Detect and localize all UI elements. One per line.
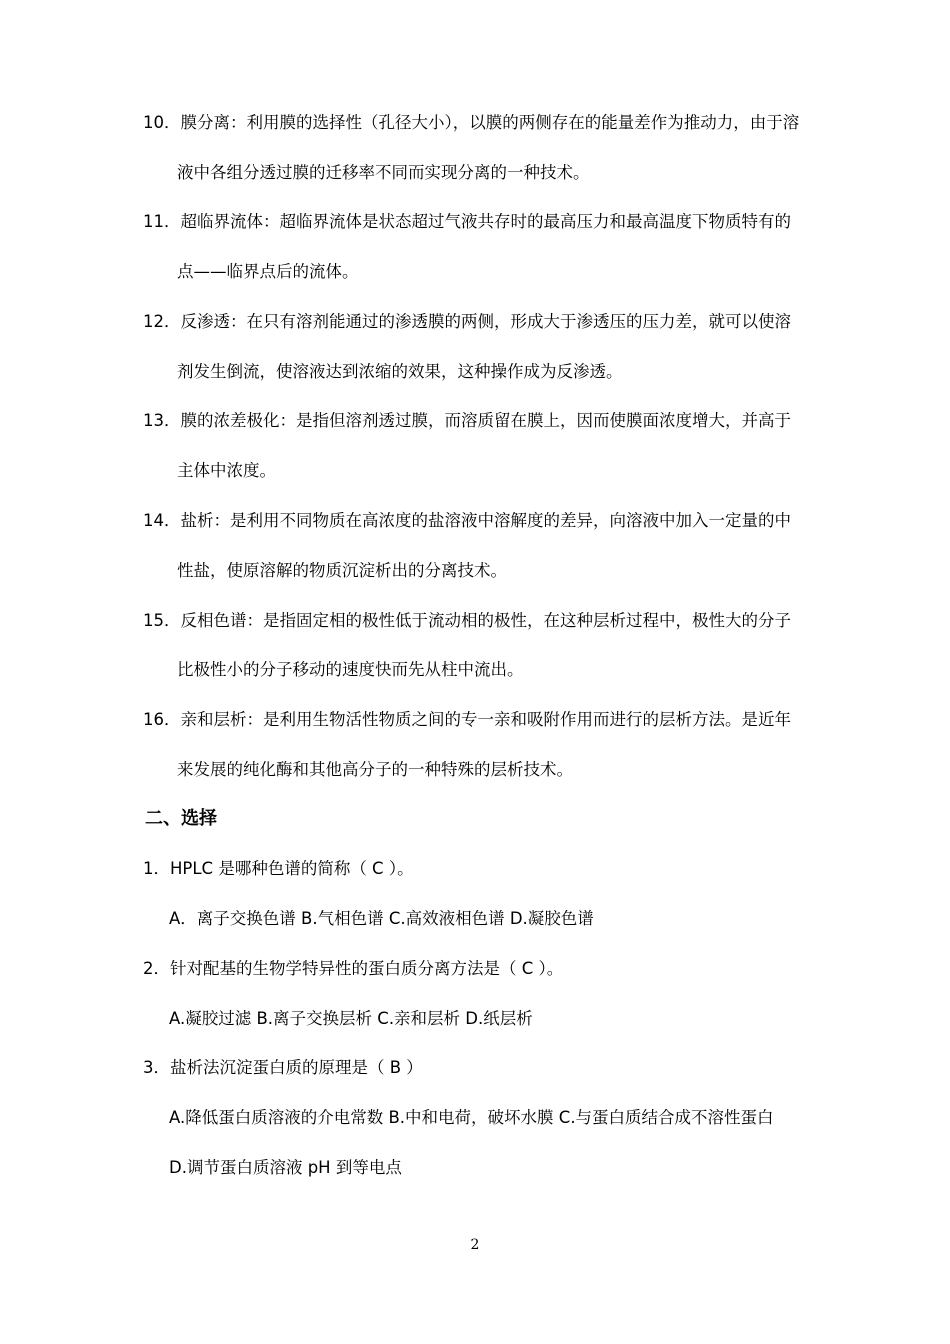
question-3-stem: 3．盐析法沉淀蛋白质的原理是（ B ） [143,1058,423,1077]
definition-11-line-2: 点——临界点后的流体。 [177,262,359,281]
definition-13-line-1: 13．膜的浓差极化：是指但溶剂透过膜，而溶质留在膜上，因而使膜面浓度增大，并高于 [143,411,791,430]
definition-10-line-1: 10．膜分离：利用膜的选择性（孔径大小），以膜的两侧存在的能量差作为推动力，由于溶 [143,113,800,132]
question-1-options: A．离子交换色谱 B.气相色谱 C.高效液相色谱 D.凝胶色谱 [169,909,594,928]
section-heading: 二、选择 [145,808,217,829]
question-3-options-line-1: A.降低蛋白质溶液的介电常数 B.中和电荷，破坏水膜 C.与蛋白质结合成不溶性蛋白 [169,1108,774,1127]
question-3-options-line-2: D.调节蛋白质溶液 pH 到等电点 [169,1158,402,1177]
definition-11-line-1: 11．超临界流体：超临界流体是状态超过气液共存时的最高压力和最高温度下物质特有的 [143,212,791,231]
definition-16-line-2: 来发展的纯化酶和其他高分子的一种特殊的层析技术。 [177,760,573,779]
definition-15-line-1: 15．反相色谱：是指固定相的极性低于流动相的极性，在这种层析过程中，极性大的分子 [143,611,791,630]
page-number: 2 [470,1237,480,1253]
question-2-options: A.凝胶过滤 B.离子交换层析 C.亲和层析 D.纸层析 [169,1009,533,1028]
definition-12-line-1: 12．反渗透：在只有溶剂能通过的渗透膜的两侧，形成大于渗透压的压力差，就可以使溶 [143,312,791,331]
question-2-stem: 2．针对配基的生物学特异性的蛋白质分离方法是（ C ）。 [143,959,564,978]
question-1-stem: 1．HPLC 是哪种色谱的简称（ C ）。 [143,859,414,878]
definition-15-line-2: 比极性小的分子移动的速度快而先从柱中流出。 [177,660,524,679]
definition-16-line-1: 16．亲和层析：是利用生物活性物质之间的专一亲和吸附作用而进行的层析方法。是近年 [143,710,791,729]
definition-14-line-1: 14．盐析：是利用不同物质在高浓度的盐溶液中溶解度的差异，向溶液中加入一定量的中 [143,511,791,530]
definition-14-line-2: 性盐，使原溶解的物质沉淀析出的分离技术。 [177,561,507,580]
definition-13-line-2: 主体中浓度。 [177,461,276,480]
definition-10-line-2: 液中各组分透过膜的迁移率不同而实现分离的一种技术。 [177,163,590,182]
definition-12-line-2: 剂发生倒流，使溶液达到浓缩的效果，这种操作成为反渗透。 [177,362,623,381]
